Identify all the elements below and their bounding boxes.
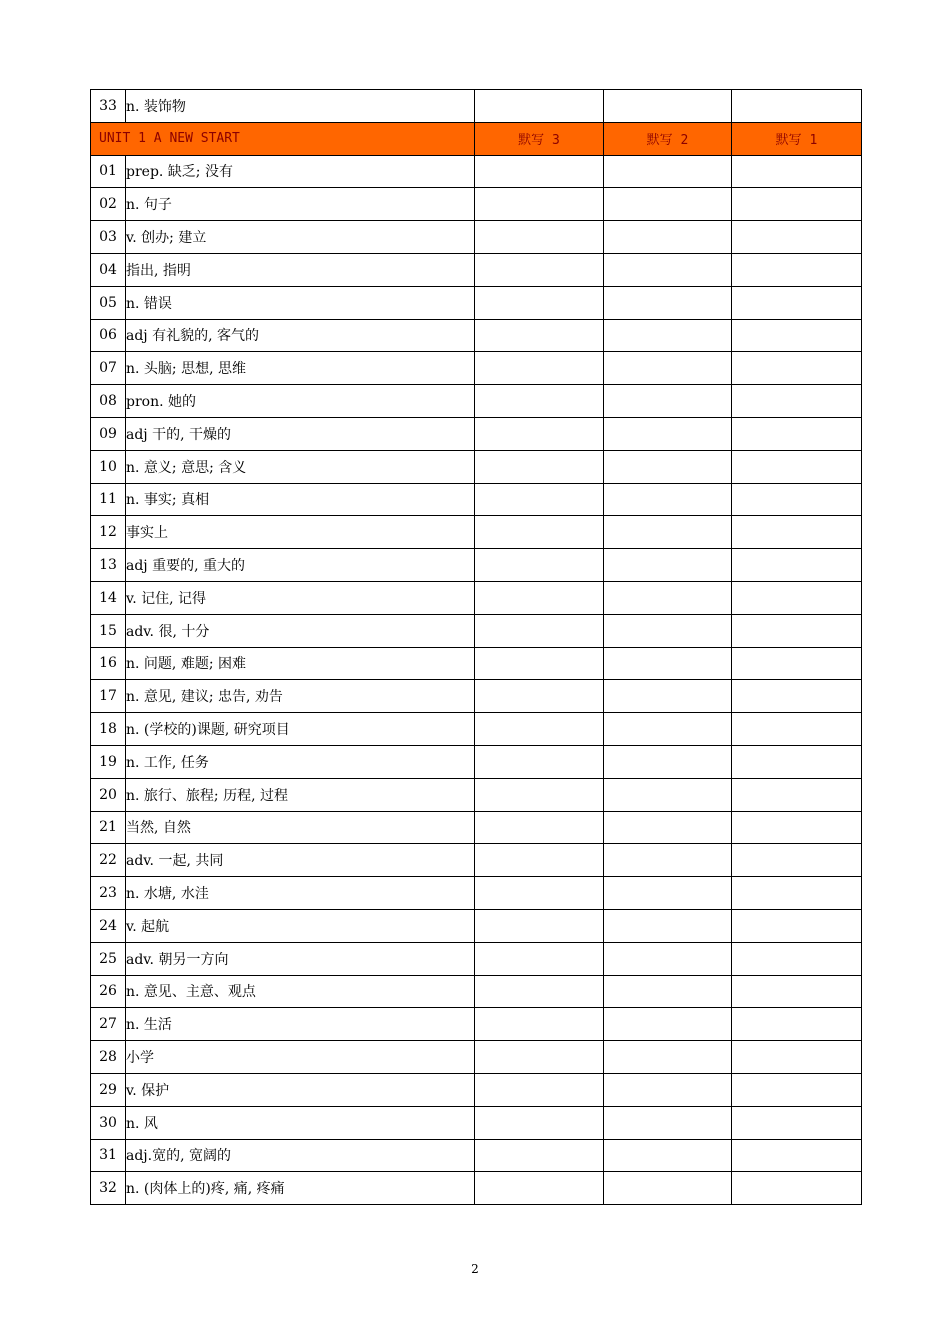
row-number: 08: [91, 385, 126, 418]
word-meaning: adv. 一起, 共同: [126, 844, 475, 877]
row-number: 06: [91, 319, 126, 352]
dictation-cell-1[interactable]: [732, 877, 862, 910]
dictation-cell-3[interactable]: [475, 1008, 604, 1041]
row-number: 12: [91, 516, 126, 549]
dictation-cell-2[interactable]: [604, 778, 732, 811]
table-row: [91, 516, 862, 549]
dictation-cell-1[interactable]: [732, 352, 862, 385]
word-meaning: n. 生活: [126, 1008, 475, 1041]
dictation-cell-3[interactable]: [475, 745, 604, 778]
dictation-cell-3[interactable]: [475, 516, 604, 549]
dictation-cell-2[interactable]: [604, 385, 732, 418]
dictation-cell-1[interactable]: [732, 155, 862, 188]
word-meaning: pron. 她的: [126, 385, 475, 418]
row-number: 24: [91, 909, 126, 942]
row-number: 14: [91, 581, 126, 614]
dictation-cell-2[interactable]: [604, 352, 732, 385]
row-number: 30: [91, 1106, 126, 1139]
dictation-cell-3[interactable]: [475, 352, 604, 385]
dictation-cell-3[interactable]: [475, 1106, 604, 1139]
dictation-cell-2[interactable]: [604, 647, 732, 680]
dictation-cell-1[interactable]: [732, 286, 862, 319]
dictation-cell-3[interactable]: [475, 417, 604, 450]
dictation-cell-2[interactable]: [604, 614, 732, 647]
dictation-cell-1[interactable]: [732, 1106, 862, 1139]
row-number: 02: [91, 188, 126, 221]
table-row: [91, 909, 862, 942]
dictation-cell-1[interactable]: [732, 450, 862, 483]
dictation-cell-3[interactable]: [475, 1139, 604, 1172]
table-row: [91, 155, 862, 188]
vocab-table: [90, 89, 862, 1205]
dictation-cell-3[interactable]: [475, 221, 604, 254]
word-meaning: n. 错误: [126, 286, 475, 319]
dictation-cell-3[interactable]: [475, 778, 604, 811]
row-number: 20: [91, 778, 126, 811]
word-meaning: 当然, 自然: [126, 811, 475, 844]
column-header-dictation-2: 默写 2: [604, 122, 732, 155]
dictation-cell-3[interactable]: [475, 811, 604, 844]
dictation-cell-1[interactable]: [732, 319, 862, 352]
dictation-cell-3[interactable]: [475, 581, 604, 614]
row-number: 27: [91, 1008, 126, 1041]
word-meaning: v. 保护: [126, 1073, 475, 1106]
dictation-cell-2[interactable]: [604, 483, 732, 516]
table-row: [91, 253, 862, 286]
row-number: 07: [91, 352, 126, 385]
dictation-cell-2[interactable]: [604, 745, 732, 778]
word-meaning: n. (学校的)课题, 研究项目: [126, 713, 475, 746]
dictation-cell-1[interactable]: [732, 1073, 862, 1106]
dictation-cell-1[interactable]: [732, 942, 862, 975]
dictation-cell-3[interactable]: [475, 385, 604, 418]
word-meaning: n. 旅行、旅程; 历程, 过程: [126, 778, 475, 811]
dictation-cell-1[interactable]: [732, 549, 862, 582]
word-meaning: v. 记住, 记得: [126, 581, 475, 614]
table-row: [91, 319, 862, 352]
dictation-cell-3[interactable]: [475, 713, 604, 746]
word-meaning: n. 头脑; 思想, 思维: [126, 352, 475, 385]
dictation-cell-1[interactable]: [732, 188, 862, 221]
table-row: [91, 1008, 862, 1041]
word-meaning: n. 风: [126, 1106, 475, 1139]
table-row: [91, 745, 862, 778]
word-meaning: n. 问题, 难题; 困难: [126, 647, 475, 680]
table-row: [91, 975, 862, 1008]
word-meaning: n. 意义; 意思; 含义: [126, 450, 475, 483]
dictation-cell-1[interactable]: [732, 778, 862, 811]
table-row: [91, 1139, 862, 1172]
table-row: [91, 877, 862, 910]
row-number: 11: [91, 483, 126, 516]
dictation-cell-2[interactable]: [604, 286, 732, 319]
word-meaning: n. 意见、主意、观点: [126, 975, 475, 1008]
row-number: 33: [91, 90, 126, 123]
table-row: [91, 581, 862, 614]
word-meaning: n. 工作, 任务: [126, 745, 475, 778]
dictation-cell-2[interactable]: [604, 1139, 732, 1172]
table-row: [91, 1106, 862, 1139]
column-header-dictation-1: 默写 1: [732, 122, 862, 155]
dictation-cell-3[interactable]: [475, 614, 604, 647]
table-row: [91, 483, 862, 516]
dictation-cell-2[interactable]: [604, 909, 732, 942]
dictation-cell-3[interactable]: [475, 647, 604, 680]
dictation-cell-1[interactable]: [732, 1172, 862, 1205]
word-meaning: 事实上: [126, 516, 475, 549]
dictation-cell-1[interactable]: [732, 1139, 862, 1172]
dictation-cell-3[interactable]: [475, 1041, 604, 1074]
dictation-cell-3[interactable]: [475, 253, 604, 286]
dictation-cell-1[interactable]: [732, 745, 862, 778]
dictation-cell-2[interactable]: [604, 1008, 732, 1041]
table-row: [91, 1041, 862, 1074]
dictation-cell-1[interactable]: [732, 90, 862, 123]
dictation-cell-3[interactable]: [475, 844, 604, 877]
row-number: 10: [91, 450, 126, 483]
table-row: [91, 352, 862, 385]
word-meaning: adj 重要的, 重大的: [126, 549, 475, 582]
word-meaning: 指出, 指明: [126, 253, 475, 286]
dictation-cell-1[interactable]: [732, 975, 862, 1008]
dictation-cell-3[interactable]: [475, 1172, 604, 1205]
row-number: 03: [91, 221, 126, 254]
table-row: [91, 286, 862, 319]
dictation-cell-3[interactable]: [475, 1073, 604, 1106]
dictation-cell-1[interactable]: [732, 516, 862, 549]
table-row: [91, 1073, 862, 1106]
dictation-cell-2[interactable]: [604, 516, 732, 549]
dictation-cell-1[interactable]: [732, 221, 862, 254]
table-row: [91, 614, 862, 647]
word-meaning: n. 意见, 建议; 忠告, 劝告: [126, 680, 475, 713]
dictation-cell-2[interactable]: [604, 90, 732, 123]
dictation-cell-2[interactable]: [604, 1073, 732, 1106]
dictation-cell-3[interactable]: [475, 975, 604, 1008]
row-number: 25: [91, 942, 126, 975]
dictation-cell-3[interactable]: [475, 450, 604, 483]
row-number: 09: [91, 417, 126, 450]
word-meaning: prep. 缺乏; 没有: [126, 155, 475, 188]
dictation-cell-1[interactable]: [732, 680, 862, 713]
unit-title: UNIT 1 A NEW START: [91, 122, 475, 155]
row-number: 16: [91, 647, 126, 680]
dictation-cell-2[interactable]: [604, 713, 732, 746]
word-meaning: v. 起航: [126, 909, 475, 942]
word-meaning: adj 有礼貌的, 客气的: [126, 319, 475, 352]
dictation-cell-3[interactable]: [475, 942, 604, 975]
unit-header-row: [91, 122, 862, 155]
table-row: [91, 844, 862, 877]
table-row: [91, 811, 862, 844]
dictation-cell-2[interactable]: [604, 450, 732, 483]
row-number: 29: [91, 1073, 126, 1106]
table-row: [91, 1172, 862, 1205]
word-meaning: adv. 很, 十分: [126, 614, 475, 647]
dictation-cell-1[interactable]: [732, 647, 862, 680]
dictation-cell-1[interactable]: [732, 253, 862, 286]
table-row: [91, 450, 862, 483]
word-meaning: adv. 朝另一方向: [126, 942, 475, 975]
dictation-cell-1[interactable]: [732, 385, 862, 418]
dictation-cell-2[interactable]: [604, 417, 732, 450]
table-row: [91, 90, 862, 123]
table-row: [91, 942, 862, 975]
column-header-dictation-3: 默写 3: [475, 122, 604, 155]
dictation-cell-2[interactable]: [604, 844, 732, 877]
row-number: 21: [91, 811, 126, 844]
row-number: 15: [91, 614, 126, 647]
dictation-cell-1[interactable]: [732, 844, 862, 877]
row-number: 28: [91, 1041, 126, 1074]
table-row: [91, 549, 862, 582]
dictation-cell-3[interactable]: [475, 483, 604, 516]
table-row: [91, 680, 862, 713]
dictation-cell-2[interactable]: [604, 188, 732, 221]
dictation-cell-2[interactable]: [604, 253, 732, 286]
dictation-cell-3[interactable]: [475, 877, 604, 910]
dictation-cell-3[interactable]: [475, 319, 604, 352]
table-row: [91, 385, 862, 418]
dictation-cell-1[interactable]: [732, 581, 862, 614]
dictation-cell-2[interactable]: [604, 1172, 732, 1205]
dictation-cell-3[interactable]: [475, 286, 604, 319]
dictation-cell-2[interactable]: [604, 877, 732, 910]
dictation-cell-1[interactable]: [732, 909, 862, 942]
page-number: 2: [471, 1262, 479, 1276]
dictation-cell-1[interactable]: [732, 417, 862, 450]
word-meaning: 小学: [126, 1041, 475, 1074]
word-meaning: n. 水塘, 水洼: [126, 877, 475, 910]
word-meaning: n. 装饰物: [126, 90, 475, 123]
word-meaning: n. (肉体上的)疼, 痛, 疼痛: [126, 1172, 475, 1205]
word-meaning: n. 句子: [126, 188, 475, 221]
dictation-cell-2[interactable]: [604, 221, 732, 254]
row-number: 19: [91, 745, 126, 778]
word-meaning: v. 创办; 建立: [126, 221, 475, 254]
row-number: 05: [91, 286, 126, 319]
dictation-cell-2[interactable]: [604, 549, 732, 582]
dictation-cell-1[interactable]: [732, 614, 862, 647]
row-number: 32: [91, 1172, 126, 1205]
dictation-cell-3[interactable]: [475, 188, 604, 221]
row-number: 31: [91, 1139, 126, 1172]
dictation-cell-1[interactable]: [732, 811, 862, 844]
dictation-cell-2[interactable]: [604, 319, 732, 352]
table-row: [91, 417, 862, 450]
dictation-cell-2[interactable]: [604, 1041, 732, 1074]
dictation-cell-3[interactable]: [475, 155, 604, 188]
dictation-cell-2[interactable]: [604, 581, 732, 614]
table-row: [91, 713, 862, 746]
dictation-cell-3[interactable]: [475, 909, 604, 942]
dictation-cell-3[interactable]: [475, 90, 604, 123]
table-row: [91, 647, 862, 680]
dictation-cell-3[interactable]: [475, 680, 604, 713]
dictation-cell-2[interactable]: [604, 155, 732, 188]
row-number: 04: [91, 253, 126, 286]
dictation-cell-2[interactable]: [604, 680, 732, 713]
table-row: [91, 188, 862, 221]
word-meaning: n. 事实; 真相: [126, 483, 475, 516]
row-number: 26: [91, 975, 126, 1008]
dictation-cell-2[interactable]: [604, 1106, 732, 1139]
dictation-cell-1[interactable]: [732, 483, 862, 516]
dictation-cell-1[interactable]: [732, 713, 862, 746]
dictation-cell-2[interactable]: [604, 811, 732, 844]
table-row: [91, 778, 862, 811]
row-number: 17: [91, 680, 126, 713]
dictation-cell-1[interactable]: [732, 1008, 862, 1041]
row-number: 18: [91, 713, 126, 746]
word-meaning: adj.宽的, 宽阔的: [126, 1139, 475, 1172]
row-number: 22: [91, 844, 126, 877]
row-number: 01: [91, 155, 126, 188]
word-meaning: adj 干的, 干燥的: [126, 417, 475, 450]
dictation-cell-3[interactable]: [475, 549, 604, 582]
row-number: 23: [91, 877, 126, 910]
dictation-cell-2[interactable]: [604, 942, 732, 975]
dictation-cell-2[interactable]: [604, 975, 732, 1008]
dictation-cell-1[interactable]: [732, 1041, 862, 1074]
table-row: [91, 221, 862, 254]
row-number: 13: [91, 549, 126, 582]
